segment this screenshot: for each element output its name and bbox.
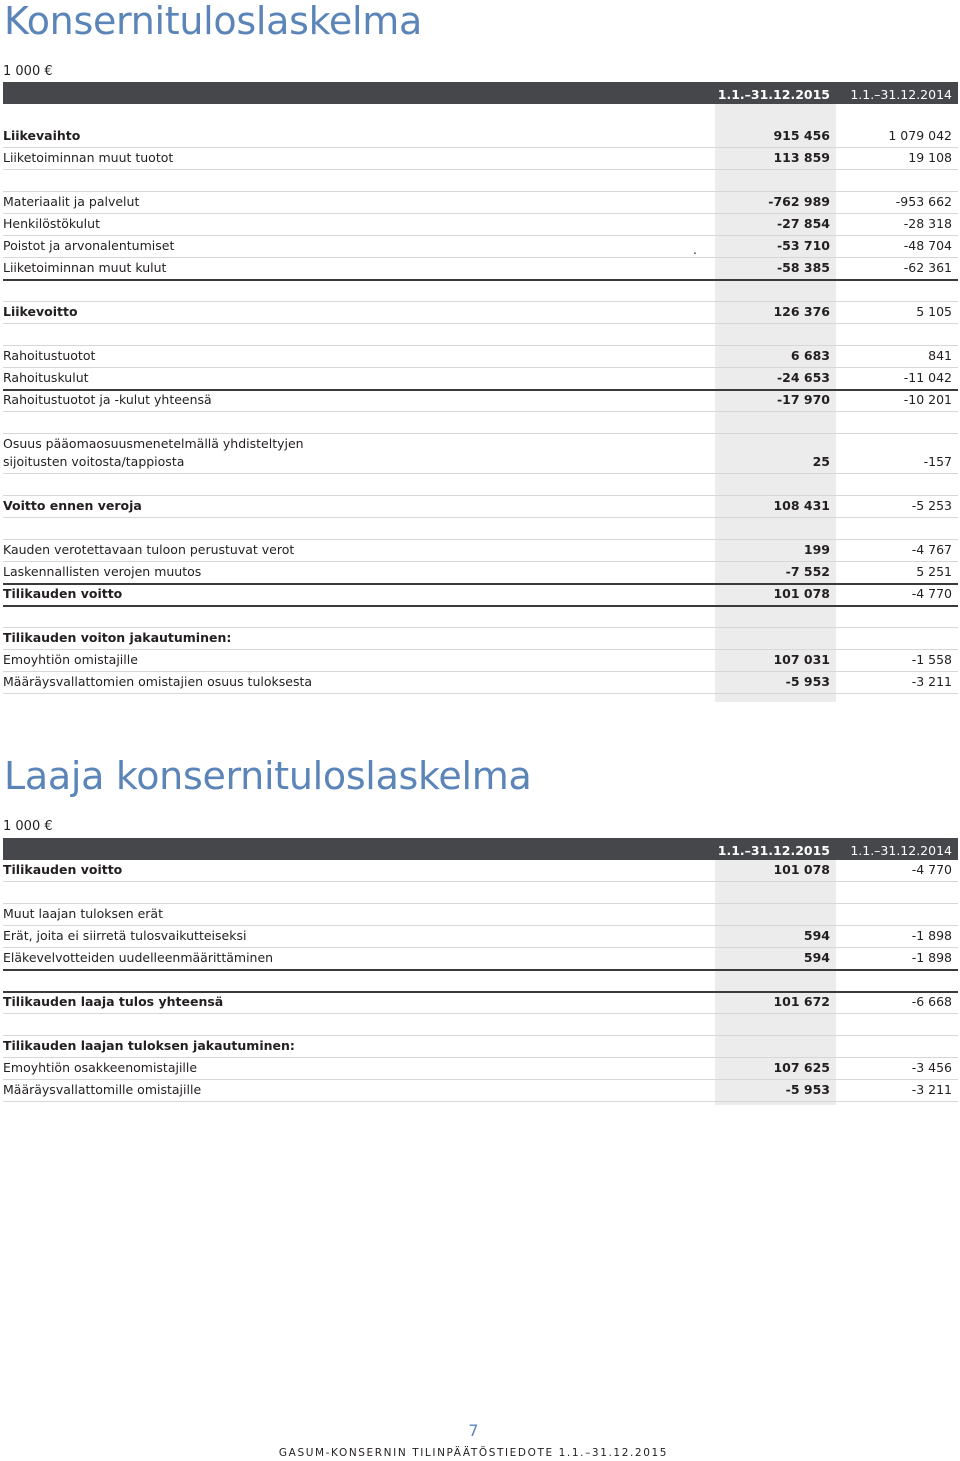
row-label: Määräysvallattomien omistajien osuus tuloksesta bbox=[3, 674, 313, 689]
row-label: Tilikauden laaja tulos yhteensä bbox=[3, 994, 224, 1009]
value-2014: -10 201 bbox=[903, 392, 952, 407]
table-row bbox=[3, 584, 958, 606]
table-row bbox=[3, 258, 958, 280]
row-label: Liikevaihto bbox=[3, 128, 81, 143]
value-2015: 107 625 bbox=[773, 1060, 830, 1075]
row-label: Voitto ennen veroja bbox=[3, 498, 142, 513]
value-2015: 107 031 bbox=[773, 652, 830, 667]
value-2014: -953 662 bbox=[895, 194, 952, 209]
value-2014: 1 079 042 bbox=[888, 128, 952, 143]
row-label: Tilikauden voitto bbox=[3, 862, 123, 877]
column-header-2014: 1.1.–31.12.2014 bbox=[850, 87, 952, 102]
table-row bbox=[3, 562, 958, 584]
table-header bbox=[3, 82, 958, 104]
page-title: Konsernituloslaskelma bbox=[4, 0, 422, 43]
table-row bbox=[3, 302, 958, 324]
value-2015: -7 552 bbox=[785, 564, 830, 579]
spacer-row bbox=[3, 518, 958, 540]
value-2014: -11 042 bbox=[903, 370, 952, 385]
row-label: Materiaalit ja palvelut bbox=[3, 194, 140, 209]
table-row bbox=[3, 1080, 958, 1102]
income-statement-table bbox=[3, 82, 958, 712]
value-2014: -6 668 bbox=[911, 994, 952, 1009]
value-2014: -1 898 bbox=[911, 950, 952, 965]
value-2014: 841 bbox=[928, 348, 952, 363]
row-label: Emoyhtiön omistajille bbox=[3, 652, 138, 667]
table-row bbox=[3, 948, 958, 970]
row-divider bbox=[3, 693, 958, 694]
unit-label-2: 1 000 € bbox=[3, 819, 53, 834]
table-row bbox=[3, 1036, 958, 1058]
row-label: Tilikauden laajan tuloksen jakautuminen: bbox=[3, 1038, 295, 1053]
value-2014: -3 456 bbox=[911, 1060, 952, 1075]
table-row bbox=[3, 904, 958, 926]
row-label: Osuus pääomaosuusmenetelmällä yhdisteltyjen sijoitusten voitosta/tappiosta bbox=[3, 436, 304, 469]
value-2015: 199 bbox=[803, 542, 830, 557]
value-2014: 19 108 bbox=[908, 150, 952, 165]
table-row bbox=[3, 390, 958, 412]
row-label: Tilikauden voiton jakautuminen: bbox=[3, 630, 232, 645]
value-2014: -4 770 bbox=[911, 862, 952, 877]
row-label: Muut laajan tuloksen erät bbox=[3, 906, 163, 921]
column-header-2015-2: 1.1.–31.12.2015 bbox=[717, 843, 830, 858]
value-2014: -157 bbox=[923, 454, 952, 469]
value-2015: -762 989 bbox=[768, 194, 830, 209]
table-row bbox=[3, 236, 958, 258]
table-row bbox=[3, 860, 958, 882]
footer-text: GASUM-KONSERNIN TILINPÄÄTÖSTIEDOTE 1.1.–31.12.2015 bbox=[278, 1447, 669, 1459]
value-2014: -48 704 bbox=[903, 238, 952, 253]
spacer-row bbox=[3, 324, 958, 346]
spacer-row bbox=[3, 1014, 958, 1036]
table-row bbox=[3, 628, 958, 650]
value-2015: 126 376 bbox=[773, 304, 830, 319]
row-divider bbox=[3, 1101, 958, 1102]
value-2014: 5 251 bbox=[916, 564, 952, 579]
value-2014: -5 253 bbox=[911, 498, 952, 513]
table-row bbox=[3, 1058, 958, 1080]
row-label: Liiketoiminnan muut kulut bbox=[3, 260, 167, 275]
table-row bbox=[3, 672, 958, 694]
table-row bbox=[3, 192, 958, 214]
table-row bbox=[3, 992, 958, 1014]
value-2015: 108 431 bbox=[773, 498, 830, 513]
spacer-row bbox=[3, 606, 958, 628]
table-row bbox=[3, 148, 958, 170]
value-2014: -4 767 bbox=[911, 542, 952, 557]
page-number: 7 bbox=[468, 1421, 479, 1440]
value-2015: 101 078 bbox=[773, 586, 830, 601]
table-row bbox=[3, 214, 958, 236]
row-label: Rahoitustuotot ja -kulut yhteensä bbox=[3, 392, 212, 407]
column-header-2014-2: 1.1.–31.12.2014 bbox=[850, 843, 952, 858]
value-2014: 5 105 bbox=[916, 304, 952, 319]
row-label: Liiketoiminnan muut tuotot bbox=[3, 150, 174, 165]
value-2015: 113 859 bbox=[773, 150, 830, 165]
row-label: Määräysvallattomille omistajille bbox=[3, 1082, 202, 1097]
value-2014: -28 318 bbox=[903, 216, 952, 231]
value-2015: 915 456 bbox=[773, 128, 830, 143]
spacer-row bbox=[3, 474, 958, 496]
table-row bbox=[3, 496, 958, 518]
value-2015: -5 953 bbox=[785, 1082, 830, 1097]
row-label: Kauden verotettavaan tuloon perustuvat verot bbox=[3, 542, 295, 557]
section-title-comprehensive: Laaja konsernituloslaskelma bbox=[4, 754, 532, 798]
table-row bbox=[3, 346, 958, 368]
value-2015: -5 953 bbox=[785, 674, 830, 689]
value-2015: -53 710 bbox=[776, 238, 830, 253]
value-2014: -3 211 bbox=[911, 674, 952, 689]
table-row bbox=[3, 650, 958, 672]
unit-label: 1 000 € bbox=[3, 64, 53, 79]
row-label: Poistot ja arvonalentumiset bbox=[3, 238, 175, 253]
spacer-row bbox=[3, 170, 958, 192]
value-2015: 25 bbox=[812, 454, 830, 469]
table-header-2 bbox=[3, 838, 958, 860]
row-label: Laskennallisten verojen muutos bbox=[3, 564, 202, 579]
table-row bbox=[3, 368, 958, 390]
table-row bbox=[3, 126, 958, 148]
value-2015: 594 bbox=[803, 928, 830, 943]
row-label: Eläkevelvotteiden uudelleenmäärittäminen bbox=[3, 950, 274, 965]
row-label: Liikevoitto bbox=[3, 304, 78, 319]
row-label: Emoyhtiön osakkeenomistajille bbox=[3, 1060, 198, 1075]
spacer-row bbox=[3, 412, 958, 434]
value-2014: -62 361 bbox=[903, 260, 952, 275]
value-2014: -1 558 bbox=[911, 652, 952, 667]
spacer-row bbox=[3, 280, 958, 302]
value-2015: -24 653 bbox=[776, 370, 830, 385]
value-2014: -4 770 bbox=[911, 586, 952, 601]
value-2015: -27 854 bbox=[776, 216, 830, 231]
row-label: Rahoitustuotot bbox=[3, 348, 96, 363]
table-row bbox=[3, 926, 958, 948]
row-label: Rahoituskulut bbox=[3, 370, 89, 385]
comprehensive-income-table bbox=[3, 838, 958, 1108]
row-label: Tilikauden voitto bbox=[3, 586, 123, 601]
value-2015: 101 078 bbox=[773, 862, 830, 877]
table-row bbox=[3, 540, 958, 562]
row-label: Henkilöstökulut bbox=[3, 216, 100, 231]
row-label: Erät, joita ei siirretä tulosvaikutteiseksi bbox=[3, 928, 247, 943]
table-row bbox=[3, 434, 958, 474]
value-2015: 101 672 bbox=[773, 994, 830, 1009]
value-2014: -1 898 bbox=[911, 928, 952, 943]
value-2015: -17 970 bbox=[776, 392, 830, 407]
spacer-row bbox=[3, 882, 958, 904]
value-2015: -58 385 bbox=[776, 260, 830, 275]
column-header-2015: 1.1.–31.12.2015 bbox=[717, 87, 830, 102]
value-2015: 6 683 bbox=[790, 348, 830, 363]
value-2014: -3 211 bbox=[911, 1082, 952, 1097]
value-2015: 594 bbox=[803, 950, 830, 965]
stray-dot: . bbox=[693, 242, 697, 257]
spacer-row bbox=[3, 970, 958, 992]
